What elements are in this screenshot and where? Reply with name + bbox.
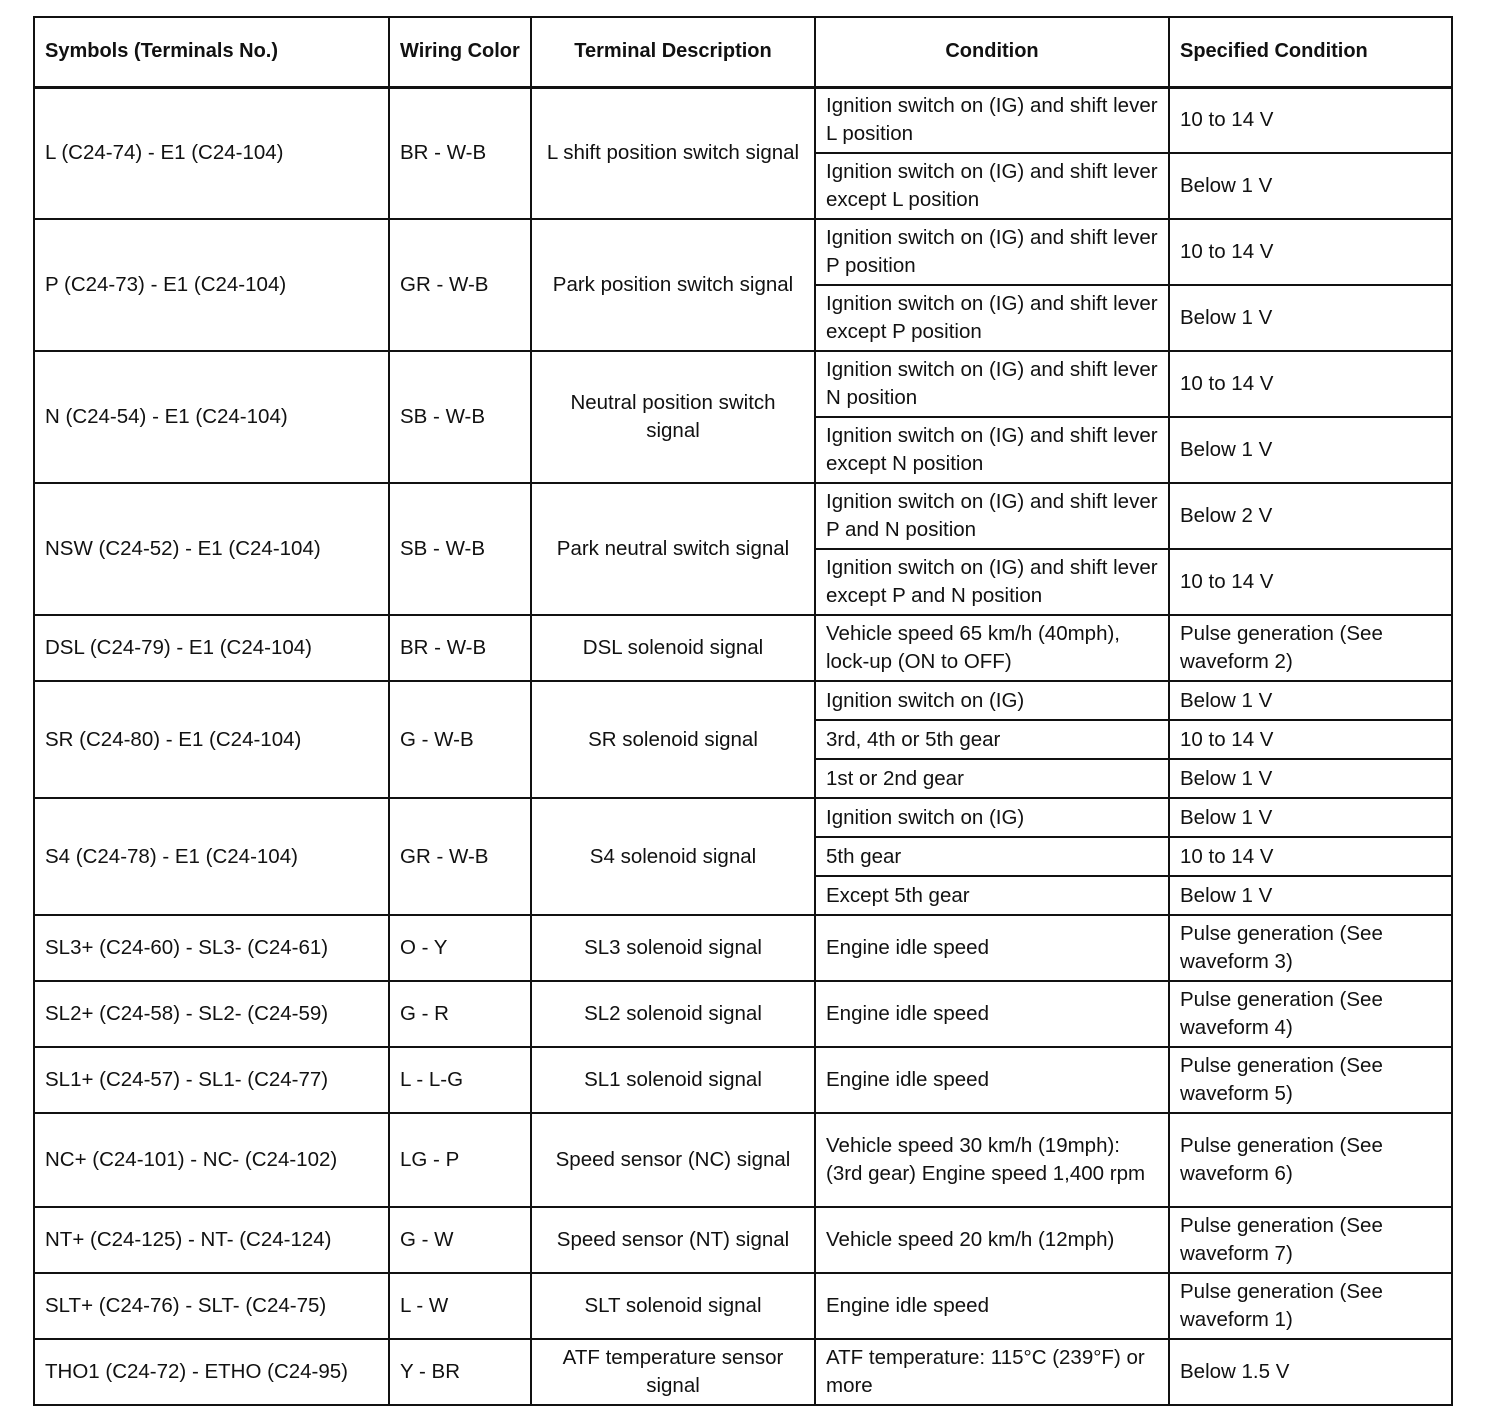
description-cell: SL2 solenoid signal <box>531 981 815 1047</box>
condition-cell: Ignition switch on (IG) and shift lever except N position <box>815 417 1169 483</box>
table-row <box>34 915 1452 981</box>
table-row <box>34 1273 1452 1339</box>
specified-cell: Pulse generation (See waveform 7) <box>1169 1207 1452 1273</box>
condition-cell: Ignition switch on (IG) and shift lever P and N position <box>815 483 1169 549</box>
description-cell: SL1 solenoid signal <box>531 1047 815 1113</box>
condition-cell: Ignition switch on (IG) and shift lever P position <box>815 219 1169 285</box>
symbol-cell: THO1 (C24-72) - ETHO (C24-95) <box>34 1339 389 1405</box>
symbol-cell: NC+ (C24-101) - NC- (C24-102) <box>34 1113 389 1207</box>
specified-cell: Below 1.5 V <box>1169 1339 1452 1405</box>
header-symbols: Symbols (Terminals No.) <box>34 17 389 87</box>
description-cell: S4 solenoid signal <box>531 798 815 915</box>
terminal-spec-table <box>33 16 1453 1406</box>
wiring-color-cell: G - W <box>389 1207 531 1273</box>
specified-cell: Below 1 V <box>1169 681 1452 720</box>
condition-cell: Engine idle speed <box>815 1273 1169 1339</box>
specified-cell: Pulse generation (See waveform 6) <box>1169 1113 1452 1207</box>
specified-cell: 10 to 14 V <box>1169 219 1452 285</box>
symbol-cell: NSW (C24-52) - E1 (C24-104) <box>34 483 389 615</box>
table-row <box>34 351 1452 417</box>
description-cell: DSL solenoid signal <box>531 615 815 681</box>
symbol-cell: SL2+ (C24-58) - SL2- (C24-59) <box>34 981 389 1047</box>
condition-cell: Ignition switch on (IG) and shift lever N position <box>815 351 1169 417</box>
condition-cell: Except 5th gear <box>815 876 1169 915</box>
wiring-color-cell: LG - P <box>389 1113 531 1207</box>
header-row <box>34 17 1452 87</box>
condition-cell: Ignition switch on (IG) <box>815 798 1169 837</box>
description-cell: Speed sensor (NT) signal <box>531 1207 815 1273</box>
condition-cell: 5th gear <box>815 837 1169 876</box>
description-cell: SL3 solenoid signal <box>531 915 815 981</box>
symbol-cell: NT+ (C24-125) - NT- (C24-124) <box>34 1207 389 1273</box>
specified-cell: 10 to 14 V <box>1169 351 1452 417</box>
header-specified-condition: Specified Condition <box>1169 17 1452 87</box>
table-row <box>34 483 1452 549</box>
description-cell: Park position switch signal <box>531 219 815 351</box>
condition-cell: 1st or 2nd gear <box>815 759 1169 798</box>
specified-cell: 10 to 14 V <box>1169 549 1452 615</box>
symbol-cell: SL1+ (C24-57) - SL1- (C24-77) <box>34 1047 389 1113</box>
wiring-color-cell: G - R <box>389 981 531 1047</box>
specified-cell: 10 to 14 V <box>1169 837 1452 876</box>
description-cell: SLT solenoid signal <box>531 1273 815 1339</box>
condition-cell: 3rd, 4th or 5th gear <box>815 720 1169 759</box>
specified-cell: Pulse generation (See waveform 2) <box>1169 615 1452 681</box>
table-row <box>34 798 1452 837</box>
condition-cell: Ignition switch on (IG) <box>815 681 1169 720</box>
symbol-cell: L (C24-74) - E1 (C24-104) <box>34 87 389 219</box>
symbol-cell: SR (C24-80) - E1 (C24-104) <box>34 681 389 798</box>
description-cell: Park neutral switch signal <box>531 483 815 615</box>
wiring-color-cell: SB - W-B <box>389 483 531 615</box>
table-row <box>34 1047 1452 1113</box>
specified-cell: Below 1 V <box>1169 285 1452 351</box>
condition-cell: Ignition switch on (IG) and shift lever except P position <box>815 285 1169 351</box>
table-row <box>34 1207 1452 1273</box>
specified-cell: Below 1 V <box>1169 798 1452 837</box>
table-row <box>34 981 1452 1047</box>
specified-cell: 10 to 14 V <box>1169 720 1452 759</box>
condition-cell: Vehicle speed 30 km/h (19mph): (3rd gear) Engine speed 1,400 rpm <box>815 1113 1169 1207</box>
table-row <box>34 681 1452 720</box>
specified-cell: 10 to 14 V <box>1169 87 1452 153</box>
symbol-cell: DSL (C24-79) - E1 (C24-104) <box>34 615 389 681</box>
wiring-color-cell: BR - W-B <box>389 615 531 681</box>
condition-cell: Ignition switch on (IG) and shift lever except P and N position <box>815 549 1169 615</box>
specified-cell: Below 1 V <box>1169 876 1452 915</box>
condition-cell: ATF temperature: 115°C (239°F) or more <box>815 1339 1169 1405</box>
specified-cell: Below 2 V <box>1169 483 1452 549</box>
wiring-color-cell: O - Y <box>389 915 531 981</box>
header-terminal-description: Terminal Description <box>531 17 815 87</box>
condition-cell: Engine idle speed <box>815 1047 1169 1113</box>
table-row <box>34 615 1452 681</box>
symbol-cell: N (C24-54) - E1 (C24-104) <box>34 351 389 483</box>
specified-cell: Pulse generation (See waveform 5) <box>1169 1047 1452 1113</box>
condition-cell: Vehicle speed 65 km/h (40mph), lock-up (ON to OFF) <box>815 615 1169 681</box>
table-row <box>34 219 1452 285</box>
condition-cell: Engine idle speed <box>815 915 1169 981</box>
wiring-color-cell: L - W <box>389 1273 531 1339</box>
condition-cell: Ignition switch on (IG) and shift lever L position <box>815 87 1169 153</box>
description-cell: L shift position switch signal <box>531 87 815 219</box>
wiring-color-cell: BR - W-B <box>389 87 531 219</box>
table-row <box>34 87 1452 153</box>
description-cell: SR solenoid signal <box>531 681 815 798</box>
specified-cell: Pulse generation (See waveform 3) <box>1169 915 1452 981</box>
specified-cell: Pulse generation (See waveform 1) <box>1169 1273 1452 1339</box>
symbol-cell: S4 (C24-78) - E1 (C24-104) <box>34 798 389 915</box>
wiring-color-cell: GR - W-B <box>389 219 531 351</box>
wiring-color-cell: Y - BR <box>389 1339 531 1405</box>
symbol-cell: SL3+ (C24-60) - SL3- (C24-61) <box>34 915 389 981</box>
specified-cell: Below 1 V <box>1169 417 1452 483</box>
symbol-cell: P (C24-73) - E1 (C24-104) <box>34 219 389 351</box>
condition-cell: Ignition switch on (IG) and shift lever except L position <box>815 153 1169 219</box>
specified-cell: Pulse generation (See waveform 4) <box>1169 981 1452 1047</box>
wiring-color-cell: L - L-G <box>389 1047 531 1113</box>
condition-cell: Engine idle speed <box>815 981 1169 1047</box>
description-cell: Neutral position switch signal <box>531 351 815 483</box>
symbol-cell: SLT+ (C24-76) - SLT- (C24-75) <box>34 1273 389 1339</box>
wiring-color-cell: SB - W-B <box>389 351 531 483</box>
table-row <box>34 1113 1452 1207</box>
wiring-color-cell: GR - W-B <box>389 798 531 915</box>
table-row <box>34 1339 1452 1405</box>
header-wiring-color: Wiring Color <box>389 17 531 87</box>
specified-cell: Below 1 V <box>1169 153 1452 219</box>
wiring-color-cell: G - W-B <box>389 681 531 798</box>
condition-cell: Vehicle speed 20 km/h (12mph) <box>815 1207 1169 1273</box>
description-cell: ATF temperature sensor signal <box>531 1339 815 1405</box>
description-cell: Speed sensor (NC) signal <box>531 1113 815 1207</box>
header-condition: Condition <box>815 17 1169 87</box>
specified-cell: Below 1 V <box>1169 759 1452 798</box>
